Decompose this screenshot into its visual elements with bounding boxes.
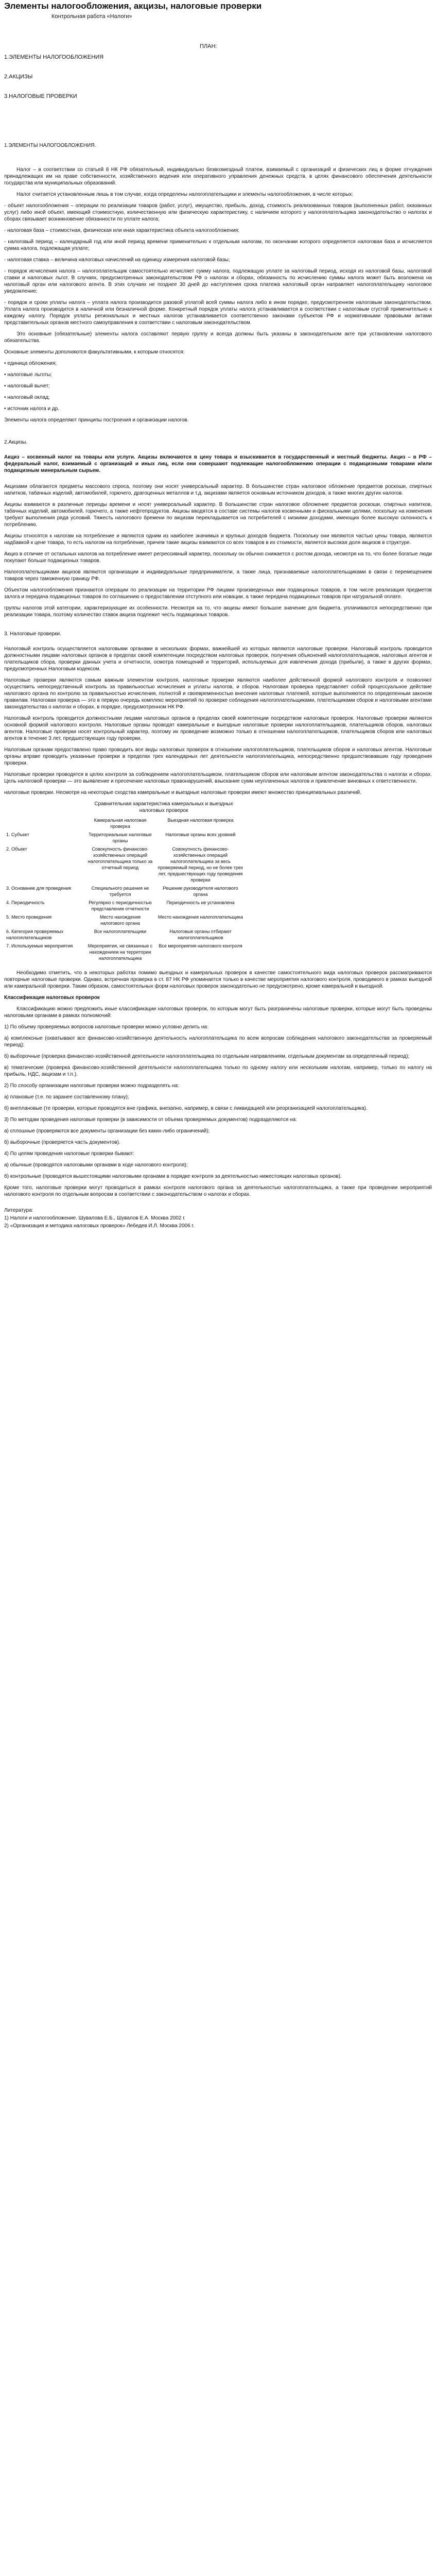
section-3-body	[4, 646, 432, 796]
section-heading: 3. Налоговые проверки.	[4, 631, 61, 637]
paragraph: - объект налогообложения – операции по реализации товаров (работ, услуг), имущество, прибыль, доход, стоимость реализованных товаров (выполненных работ, оказанных услуг) либо иной объект, имеющий стоимостную, количественную или физическую характеристику, с наличием которого у налогоплательщика законодательство о налогах и сборах связывает возникновение обязанности по уплате налога;	[4, 203, 432, 222]
table-row	[4, 913, 246, 927]
paragraph: Элементы налога определяют принципы построения и организации налогов.	[4, 417, 189, 423]
paragraph: налоговые проверки. Несмотря на некоторые сходства камеральные и выездные налоговые проверки имеют множество принципиальных различий.	[4, 790, 361, 795]
paragraph: а) обычные (проводятся налоговыми органами в ходе налогового контроля);	[4, 1162, 188, 1168]
comparison-table	[4, 816, 246, 962]
paragraph: Классификацию можно предложить иные классификации налоговых проверок, по которым могут быть разграничены налоговые проверки, которые могут быть проведены налоговыми органами в рамках полномочий:	[4, 1006, 432, 1019]
literature-item: 2) «Организация и методика налоговых проверок» Лебедев И.Л. Москва 2006 г.	[4, 1223, 195, 1229]
table-cell: Место нахождения налогового органа	[99, 914, 141, 926]
table-cell: 1. Субъект	[6, 832, 29, 837]
paragraph: Налог – в соответствии со статьей 8 НК РФ обязательный, индивидуально безвозмездный платеж, взимаемый с организаций и физических лиц в форме отчуждения принадлежащих им на праве собственности, хозяйственного ведения или оперативного управления денежных средств, в целях финансового обеспечения деятельности государства или муниципальных образований.	[4, 167, 432, 186]
paragraph: - налоговая ставка – величина налоговых начислений на единицу измерения налоговой базы;	[4, 257, 230, 263]
paragraph: Налоговым органам предоставлено право проводить все виды налоговых проверок в отношении налогоплательщиков, плательщиков сборов и налоговых агентов. Налоговые органы вправе проводить указанные проверки в пределах трех календарных лет деятельности налогоплательщика, непосредственно предшествовавших году проведения проверки.	[4, 747, 432, 766]
bullet-item: • источник налога и др.	[4, 406, 60, 412]
table-cell: Налоговые органы отбирают налогоплательщиков	[169, 929, 232, 940]
paragraph: 3) По методам проведения налоговые проверки (в зависимости от объема проверяемых документов) подразделяются на:	[4, 1117, 297, 1123]
paragraph: 2) По способу организации налоговые проверки можно подразделять на:	[4, 1083, 179, 1089]
table-row	[4, 831, 246, 845]
table-cell: 4. Периодичность	[6, 900, 45, 905]
paragraph: Налоговый контроль проводится должностными лицами налоговых органов в пределах своей компетенции посредством налоговых проверок. Налоговые проверки являются основной формой налогового контроля. Налоговые органы проводят камеральные и выездные налоговые проверки налогоплательщиков, плательщиков сборов, налоговых агентов. Налоговые проверки носят контрольный характер, поэтому их проведение возможно только в отношении налогоплательщиков, плательщиков сборов или налоговых агентов в течение 3 лет, предшествующих году проверки.	[4, 716, 432, 741]
paragraph: 4) По целям проведения налоговые проверки бывают:	[4, 1151, 135, 1157]
paragraph: б) выборочные (проверка финансово-хозяйственной деятельности налогоплательщика по отдельным направлениям, отдельным документам за определенный период);	[4, 1054, 410, 1059]
paragraph: Необходимо отметить, что в некоторых работах помимо выездных и камеральных проверок в качестве самостоятельного вида налоговых проверок рассматриваются повторные налоговые проверки. Однако, встречная проверка в ст. 87 НК РФ упоминается только в качестве мероприятия налогового контроля, проводимого в рамках выездной или камеральной проверки. Таким образом, самостоятельных форм налоговых проверок законодательно не предусмотрено, кроме камеральной и выездной.	[4, 970, 432, 989]
plan-list	[4, 54, 432, 100]
paragraph: - налоговая база – стоимостная, физическая или иная характеристика объекта налогообложения;	[4, 228, 240, 233]
table-cell: Регулярно с периодичностью представления отчетности	[89, 900, 152, 911]
table-header-cell	[4, 816, 85, 831]
table-cell: 3. Основание для проведения	[6, 886, 72, 891]
paragraph: Кроме того, налоговые проверки могут проводиться в рамках контроля налогового органа за деятельностью налогоплательщика, а также при проведении мероприятий налогового контроля по отдельным вопросам в соответствии с законодательством о налогах и сборах.	[4, 1185, 432, 1197]
paragraph: Акцизы относятся к налогам на потребление и являются одним из наиболее значимых и крупных доходов бюджета. Поскольку они являются частью цены товара, являются надбавкой к цене товара, то есть налогом на потребление, причем такие акцизы взимаются со всех товаров в их стоимости, является высокая доля акцизов в структуре.	[4, 533, 432, 546]
plan-item: 2.АКЦИЗЫ	[4, 74, 33, 80]
paragraph: б) выборочные (проверяется часть документов).	[4, 1140, 120, 1145]
table-row	[4, 942, 246, 962]
table-row	[4, 884, 246, 899]
paragraph: группы налогов этой категории, характеризующие их особенности. Несмотря на то, что акцизы имеют большое значение для бюджета, уплачиваются непосредственно при реализации товара, поэтому количество ставок акциза подлежит честь подакцизных товаров.	[4, 605, 432, 618]
table-cell: 7. Используемые мероприятия	[6, 943, 73, 948]
paragraph: а) плановые (т.е. по заранее составленному плану);	[4, 1094, 129, 1100]
paragraph: б) внеплановые (те проверки, которые проводятся вне графика, внезапно, например, в связи с ликвидацией или реорганизацией налогоплательщика).	[4, 1106, 368, 1111]
paragraph: Акцизами облагаются предметы массового спроса, поэтому они носят универсальный характер. В большинстве стран налоговое обложение предметов роскоши, спиртных напитков, табачных изделий, автомобилей, горючего, драгоценных металлов и т.д. акцизами является основным источником доходов, а также многих других налогов.	[4, 484, 432, 496]
page-title: Элементы налогообложения, акцизы, налоговые проверки	[4, 1, 262, 11]
paragraph: б) контрольные (проводятся вышестоящими налоговыми органами в порядке контроля за деятельностью нижестоящих налоговых органов).	[4, 1174, 342, 1179]
document	[0, 0, 436, 1229]
table-cell: Мероприятия, не связанные с нахождением на территории налогоплательщика	[88, 943, 153, 961]
table-header-cell: Камеральная налоговая проверка	[94, 818, 147, 829]
paragraph: Это основные (обязательные) элементы налога составляют первую группу и всегда должны быть указаны в законодательном акте при установлении налогового обязательства.	[4, 331, 432, 344]
table-cell: Территориальные налоговые органы	[89, 832, 152, 843]
section-4-body	[4, 970, 432, 1198]
subheading: Классификация налоговых проверок	[4, 995, 100, 1001]
paragraph: а) комплексные (охватывают все финансово-хозяйственную деятельность налогоплательщика по всем вопросам соблюдения налогового законодательства за проверяемый период);	[4, 1036, 432, 1048]
table-cell: 2. Объект	[6, 846, 27, 852]
plan-heading: ПЛАН:	[200, 43, 217, 49]
section-heading: 2.Акцизы.	[4, 439, 28, 445]
table-cell: Совокупность финансово-хозяйственных операций налогоплательщика только за отчетный период	[88, 846, 153, 870]
paragraph: Налог считается установленным лишь в том случае, когда определены налогоплательщики и элементы налогообложения, в числе которых:	[16, 192, 354, 197]
table-header-row	[4, 816, 246, 831]
table-header-cell: Выездная налоговая проверка	[167, 818, 234, 823]
table-cell: Совокупность финансово-хозяйственных операций налогоплательщика за весь проверяемый период, но не более трех лет, предшествующих году проведения проверки	[158, 846, 243, 883]
bullet-item: • налоговый оклад;	[4, 395, 50, 400]
paragraph: в) тематические (проверка финансово-хозяйственной деятельности налогоплательщика только по одному налогу или нескольким налогам, например, только по налогу на прибыль, НДС, акцизам и т.п.).	[4, 1065, 432, 1077]
paragraph: Объектом налогообложения признаются операции по реализации на территории РФ лицами произведенных ими подакцизных товаров, в том числе реализация предметов залога и передача подакцизных товаров по соглашению о предоставлении отступного или новации, а также передача подакцизных товаров при натуральной оплате.	[4, 587, 432, 600]
bullet-item: • налоговые льготы;	[4, 372, 53, 378]
table-cell: 5. Место проведения	[6, 914, 52, 920]
bullet-item: • единица обложения;	[4, 361, 57, 366]
paragraph: Налоговый контроль осуществляется налоговыми органами в нескольких формах, важнейшей из которых являются налоговые проверки. Налоговый контроль проводится должностными лицами налоговых органов в пределах своей компетенции посредством налоговых проверок, получения объяснений налогоплательщиков, налоговых агентов и плательщиков сбора, проверки данных учета и отчетности, осмотра помещений и территорий, используемых для извлечения дохода (прибыли), а также в других формах, предусмотренных Налоговым кодексом.	[4, 646, 432, 672]
table-cell: Все налогоплательщики	[94, 929, 147, 934]
paragraph: Налоговые проверки являются самым важным элементом контроля, налоговые проверки являются наиболее действенной формой налогового контроля и позволяют осуществить непосредственный контроль за правильностью исчисления и уплаты налогов, и сборов. Налоговая проверка представляет собой процессуальное действие налогового органа по контролю за правильностью исчисления, полнотой и своевременностью внесения налоговых платежей, которые выполняются по определенным законом правилам. Налоговая проверка — это в первую очередь комплекс мероприятий по проверке соблюдения налогоплательщиками, плательщиками сборов и налоговыми агентами законодательства о налогах и сборах, в порядке, предусмотренном НК РФ.	[4, 677, 432, 710]
section-2-body	[4, 454, 432, 618]
paragraph: Акциз в отличие от остальных налогов на потребление имеет регрессивный характер, поскольку он обычно снижается с ростом дохода, несмотря на то, что более богатые люди покупают больше подакцизных товаров.	[4, 551, 432, 564]
paragraph: а) сплошные (проверяются все документы организации без каких-либо ограничений);	[4, 1128, 210, 1134]
table-row	[4, 927, 246, 942]
definition: Акциз – косвенный налог на товары или услуги. Акцизы включаются в цену товара и взыскивается в государственный и местный бюджеты. Акциз – в РФ – федеральный налог, взимаемый с организаций и иных лиц, если они совершают подлежащие налогообложению операции с подакцизными товарами и/или подакцизным минеральным сырьем.	[4, 454, 432, 473]
table-cell: Специального решения не требуется	[91, 886, 149, 897]
table-cell: Все мероприятия налогового контроля	[159, 943, 242, 948]
plan-item: 1.ЭЛЕМЕНТЫ НАЛОГООБЛОЖЕНИЯ	[4, 54, 104, 60]
paragraph: - порядок и сроки уплаты налога – уплата налога производится разовой уплатой всей суммы налога либо в ином порядке, предусмотренном налоговым законодательством. Уплата налога производится в наличной или безналичной форме. Конкретный порядок уплаты налога устанавливается в соответствии с налоговым сгустой применительно к каждому налогу. Порядок уплаты региональных и местных налогов устанавливается соответственно законами субъектов РФ и нормативными правовыми актами представительных органов местного самоуправления в соответствии с налоговым законодательством.	[4, 300, 432, 326]
paragraph: 1) По объему проверяемых вопросов налоговые проверки можно условно делить на:	[4, 1024, 208, 1030]
table-row	[4, 899, 246, 913]
table-title: Сравнительная характеристика камеральных и выездных налоговых проверок	[94, 801, 233, 814]
bullet-item: • налоговый вычет;	[4, 383, 50, 389]
plan-item: 3.НАЛОГОВЫЕ ПРОВЕРКИ	[4, 93, 77, 99]
paragraph: Акцизы взимаются в различные периоды времени и носят универсальный характер. В большинстве стран налоговое обложение предметов роскоши, спиртных напитков, табачных изделий, автомобилей, горючего, а также нефтепродуктов. Акцизы вводятся в составе системы налогов косвенными и фискальными целями, поскольку на изменения требуют выполнения ряда условий. Тяжесть налогового бремени по акцизам перекладывается на потребителей с низкими доходами, имеющих более высокую склонность к потреблению.	[4, 502, 432, 528]
table-cell: Периодичность не установлена	[166, 900, 235, 905]
paragraph: Основные элементы дополняются факультативными, к которым относятся:	[4, 349, 185, 355]
section-heading: 1.ЭЛЕМЕНТЫ НАЛОГООБЛОЖЕНИЯ.	[4, 143, 96, 148]
table-cell: Место нахождения налогоплательщика	[158, 914, 243, 920]
table-row	[4, 845, 246, 884]
table-cell: Налоговые органы всех уровней	[165, 832, 236, 837]
paragraph: Налогоплательщиками акцизов являются организации и индивидуальные предприниматели, а также лица, признаваемые налогоплательщиками в связи с перемещением товаров через таможенную границу РФ.	[4, 569, 432, 582]
table-cell: Решение руководителя налогового органа	[163, 886, 238, 897]
paragraph: - налоговый период – календарный год или иной период времени применительно к отдельным налогам, по окончании которого определяется налоговая база и исчисляется сумма налога, подлежащая уплате;	[4, 239, 432, 251]
literature-item: 1) Налоги и налогообложение. Шувалова Е.Б., Шувалов Е.А. Москва 2002 г.	[4, 1215, 186, 1221]
paragraph: Налоговые проверки проводятся в целях контроля за соблюдением налогоплательщиком, плательщиком сборов или налоговым агентом законодательства о налогах и сборах. Цель налоговой проверки — это выявление и пресечение налоговых правонарушений, взыскание сумм неуплаченных налогов и привлечение виновных к ответственности.	[4, 772, 432, 784]
page-subtitle: Контрольная работа «Налоги»	[51, 13, 132, 20]
literature-heading: Литература:	[4, 1208, 33, 1213]
paragraph: - порядок исчисления налога – налогоплательщик самостоятельно исчисляет сумму налога, подлежащую уплате за налоговый период, исходя из налоговой базы, налоговой ставки и налоговых льгот. В случаях, предусмотренных законодательством РФ о налогах и сборах, обязанность по исчислению суммы налога может быть возложена на налоговый орган или налогового агента. В этих случаях не позднее 30 дней до наступления срока платежа налоговый орган направляет налогоплательщику налоговое уведомление;	[4, 268, 432, 294]
section-1-body	[4, 166, 432, 423]
table-cell: 6. Категория проверяемых налогоплательщиков	[6, 929, 64, 940]
